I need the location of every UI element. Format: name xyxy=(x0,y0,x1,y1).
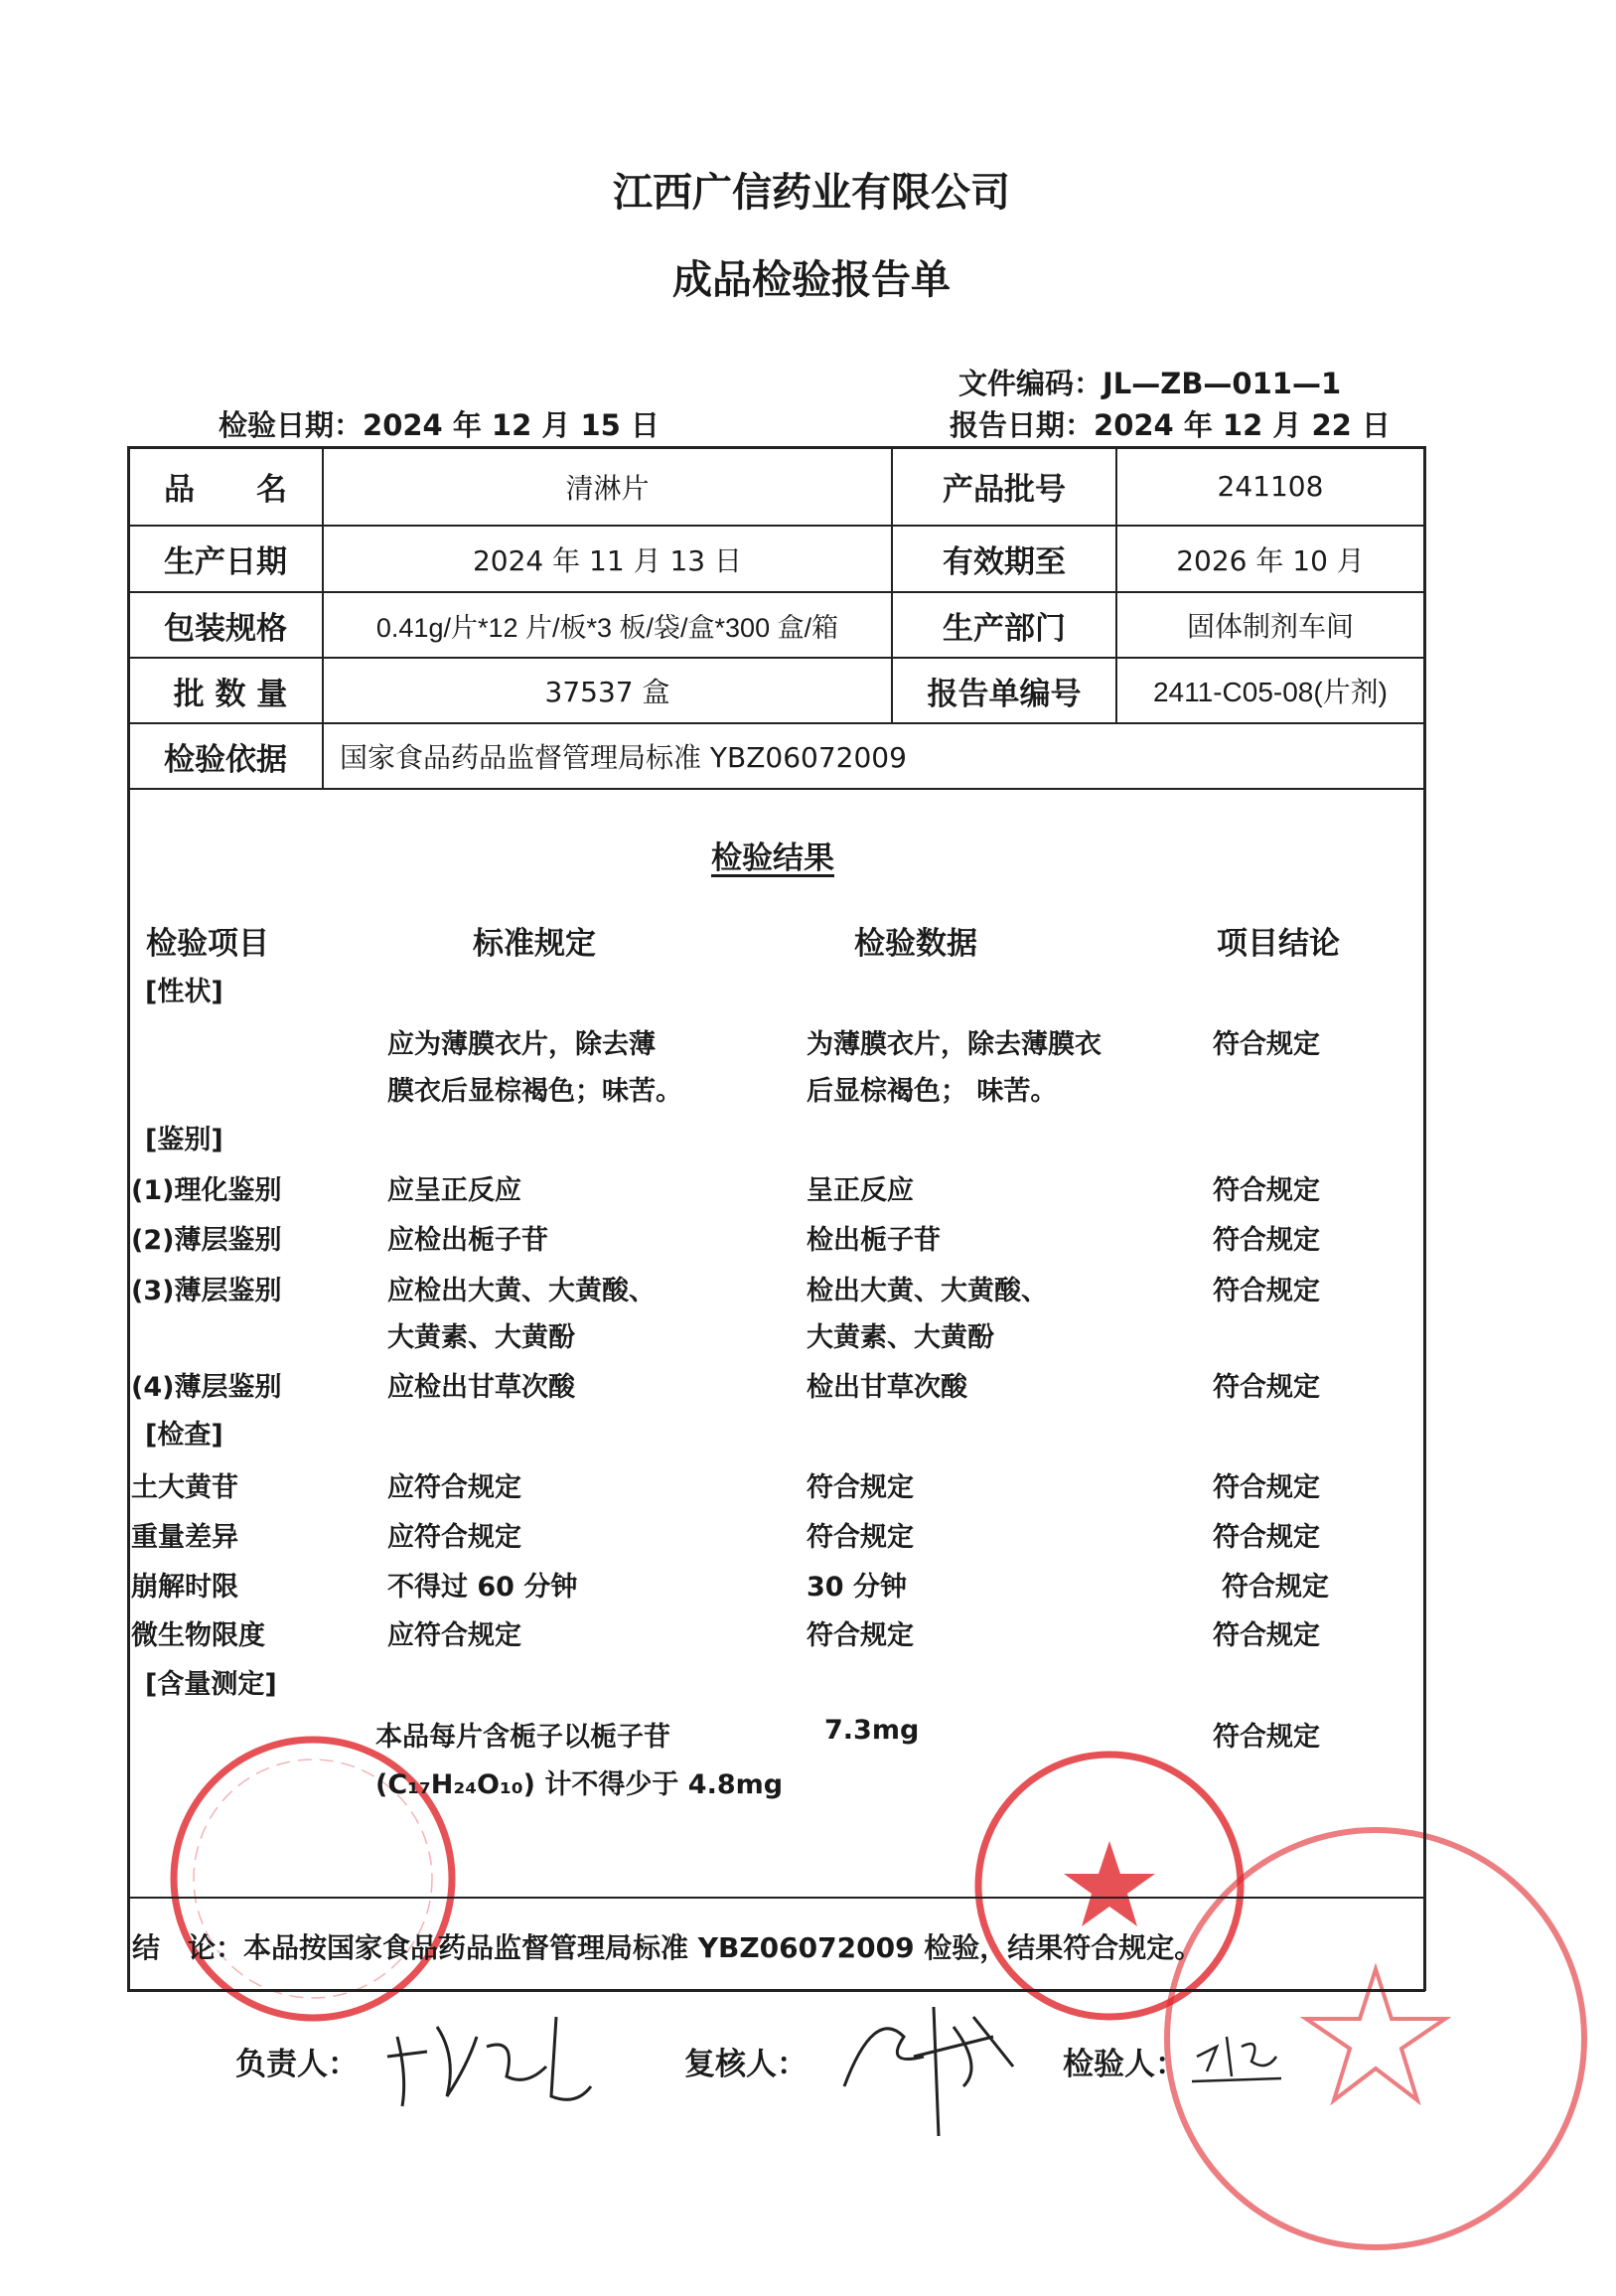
standard: (C₁₇H₂₄O₁₀) 计不得少于 4.8mg xyxy=(375,1769,784,1800)
report-date xyxy=(950,403,1391,444)
standard: 膜衣后显棕褐色；味苦。 xyxy=(387,1076,682,1107)
conclusion-text: 本品按国家食品药品监督管理局标准 YBZ06072009 检验，结果符合规定。 xyxy=(243,1931,1203,1964)
conclusion-value: 符合规定 xyxy=(1213,1225,1320,1256)
signature-inspector xyxy=(1192,2027,1281,2086)
conclusion-value: 符合规定 xyxy=(1213,1472,1320,1503)
results-title: 检验结果 xyxy=(711,841,834,876)
conclusion-value: 符合规定 xyxy=(1213,1276,1320,1306)
test-data: 检出栀子苷 xyxy=(807,1225,941,1256)
dept-label: 生产部门 xyxy=(943,610,1066,647)
standard: 应检出甘草次酸 xyxy=(387,1372,575,1403)
conclusion-label: 结 论： xyxy=(132,1931,244,1964)
report-no: 2411-C05-08(片剂) xyxy=(1152,677,1389,707)
report-date-value: 2024 年 12 月 22 日 xyxy=(1094,408,1391,442)
test-data: 呈正反应 xyxy=(807,1175,914,1206)
reviewer-label: 复核人： xyxy=(684,2047,808,2082)
conclusion-value: 符合规定 xyxy=(1213,1029,1320,1060)
inspect-date-value: 2024 年 12 月 15 日 xyxy=(363,408,660,442)
item-name: (1)理化鉴别 xyxy=(131,1175,282,1206)
item-name: 重量差异 xyxy=(131,1522,238,1553)
company-name: 江西广信药业有限公司 xyxy=(613,170,1010,216)
standard: 不得过 60 分钟 xyxy=(387,1572,578,1603)
batch-no-label: 产品批号 xyxy=(943,472,1066,508)
item-name: 微生物限度 xyxy=(131,1620,265,1651)
expiry: 2026 年 10 月 xyxy=(1176,543,1365,577)
package-label: 包装规格 xyxy=(164,610,287,647)
standard: 应符合规定 xyxy=(387,1522,521,1553)
basis-label: 检验依据 xyxy=(164,741,287,778)
conclusion-value: 符合规定 xyxy=(1213,1522,1320,1553)
report-date-label: 报告日期： xyxy=(950,408,1095,442)
test-data: 7.3mg xyxy=(824,1715,920,1746)
signature-responsible xyxy=(377,1997,606,2116)
report-no-label: 报告单编号 xyxy=(927,676,1082,712)
basis: 国家食品药品监督管理局标准 YBZ06072009 xyxy=(340,741,907,774)
file-code-label: 文件编码： xyxy=(958,367,1103,400)
inspect-date xyxy=(219,403,660,444)
item-name: (3)薄层鉴别 xyxy=(131,1276,282,1306)
item-name: 土大黄苷 xyxy=(131,1472,238,1503)
test-data: 符合规定 xyxy=(807,1522,914,1553)
standard: 本品每片含栀子以栀子苷 xyxy=(375,1722,670,1753)
standard: 应符合规定 xyxy=(387,1472,521,1503)
header-standard: 标准规定 xyxy=(473,926,596,962)
item-name: 崩解时限 xyxy=(131,1572,238,1603)
item-name: (2)薄层鉴别 xyxy=(131,1225,282,1256)
standard: 应检出大黄、大黄酸、 xyxy=(387,1276,656,1306)
test-data: 检出大黄、大黄酸、 xyxy=(807,1276,1048,1306)
header-item: 检验项目 xyxy=(146,926,269,962)
item-name: [检查] xyxy=(145,1420,223,1451)
conclusion-value: 符合规定 xyxy=(1213,1175,1320,1206)
package-spec: 0.41g/片*12 片/板*3 板/袋/盒*300 盒/箱 xyxy=(375,612,839,643)
qty-label: 批 数 量 xyxy=(173,676,288,712)
inspection-seal-middle xyxy=(970,1747,1249,2025)
test-data: 30 分钟 xyxy=(807,1572,907,1603)
inspect-date-label: 检验日期： xyxy=(219,408,364,442)
item-name: [鉴别] xyxy=(145,1125,223,1155)
quality-seal-right xyxy=(1157,1820,1594,2257)
mfg-date: 2024 年 11 月 13 日 xyxy=(472,543,743,577)
conclusion-value: 符合规定 xyxy=(1222,1572,1329,1603)
batch-no: 241108 xyxy=(1217,470,1324,503)
test-data: 检出甘草次酸 xyxy=(807,1372,967,1403)
conclusion-value: 符合规定 xyxy=(1213,1722,1320,1753)
conclusion-value: 符合规定 xyxy=(1213,1372,1320,1403)
table-border xyxy=(1423,446,1426,1991)
table-border xyxy=(127,446,130,1991)
signature-reviewer xyxy=(834,1977,1033,2146)
test-data: 符合规定 xyxy=(807,1472,914,1503)
expiry-label: 有效期至 xyxy=(943,544,1066,580)
test-data: 为薄膜衣片，除去薄膜衣 xyxy=(807,1029,1102,1060)
document-title: 成品检验报告单 xyxy=(672,257,951,303)
test-data: 后显棕褐色； 味苦。 xyxy=(807,1076,1058,1107)
table-border xyxy=(127,1989,1425,1992)
product-name: 清淋片 xyxy=(565,471,650,505)
standard: 应符合规定 xyxy=(387,1620,521,1651)
dept: 固体制剂车间 xyxy=(1186,610,1354,643)
qty: 37537 盒 xyxy=(544,676,670,708)
standard: 应呈正反应 xyxy=(387,1175,521,1206)
item-name: [性状] xyxy=(145,977,223,1007)
item-name: (4)薄层鉴别 xyxy=(131,1372,282,1403)
test-data: 大黄素、大黄酚 xyxy=(807,1322,994,1353)
conclusion xyxy=(132,1926,1202,1966)
standard: 大黄素、大黄酚 xyxy=(387,1322,575,1353)
product-name-label: 品 名 xyxy=(164,472,287,508)
standard: 应为薄膜衣片，除去薄 xyxy=(387,1029,656,1060)
test-data: 符合规定 xyxy=(807,1620,914,1651)
item-name: [含量测定] xyxy=(145,1669,277,1700)
responsible-label: 负责人： xyxy=(235,2047,359,2082)
header-data: 检验数据 xyxy=(854,926,977,962)
mfg-date-label: 生产日期 xyxy=(164,544,287,580)
standard: 应检出栀子苷 xyxy=(387,1225,548,1256)
conclusion-value: 符合规定 xyxy=(1213,1620,1320,1651)
file-code-value: JL—ZB—011—1 xyxy=(1102,367,1342,400)
header-result: 项目结论 xyxy=(1217,926,1340,962)
inspector-label: 检验人： xyxy=(1063,2047,1186,2082)
file-code xyxy=(958,362,1341,402)
row-divider xyxy=(127,1897,1425,1899)
